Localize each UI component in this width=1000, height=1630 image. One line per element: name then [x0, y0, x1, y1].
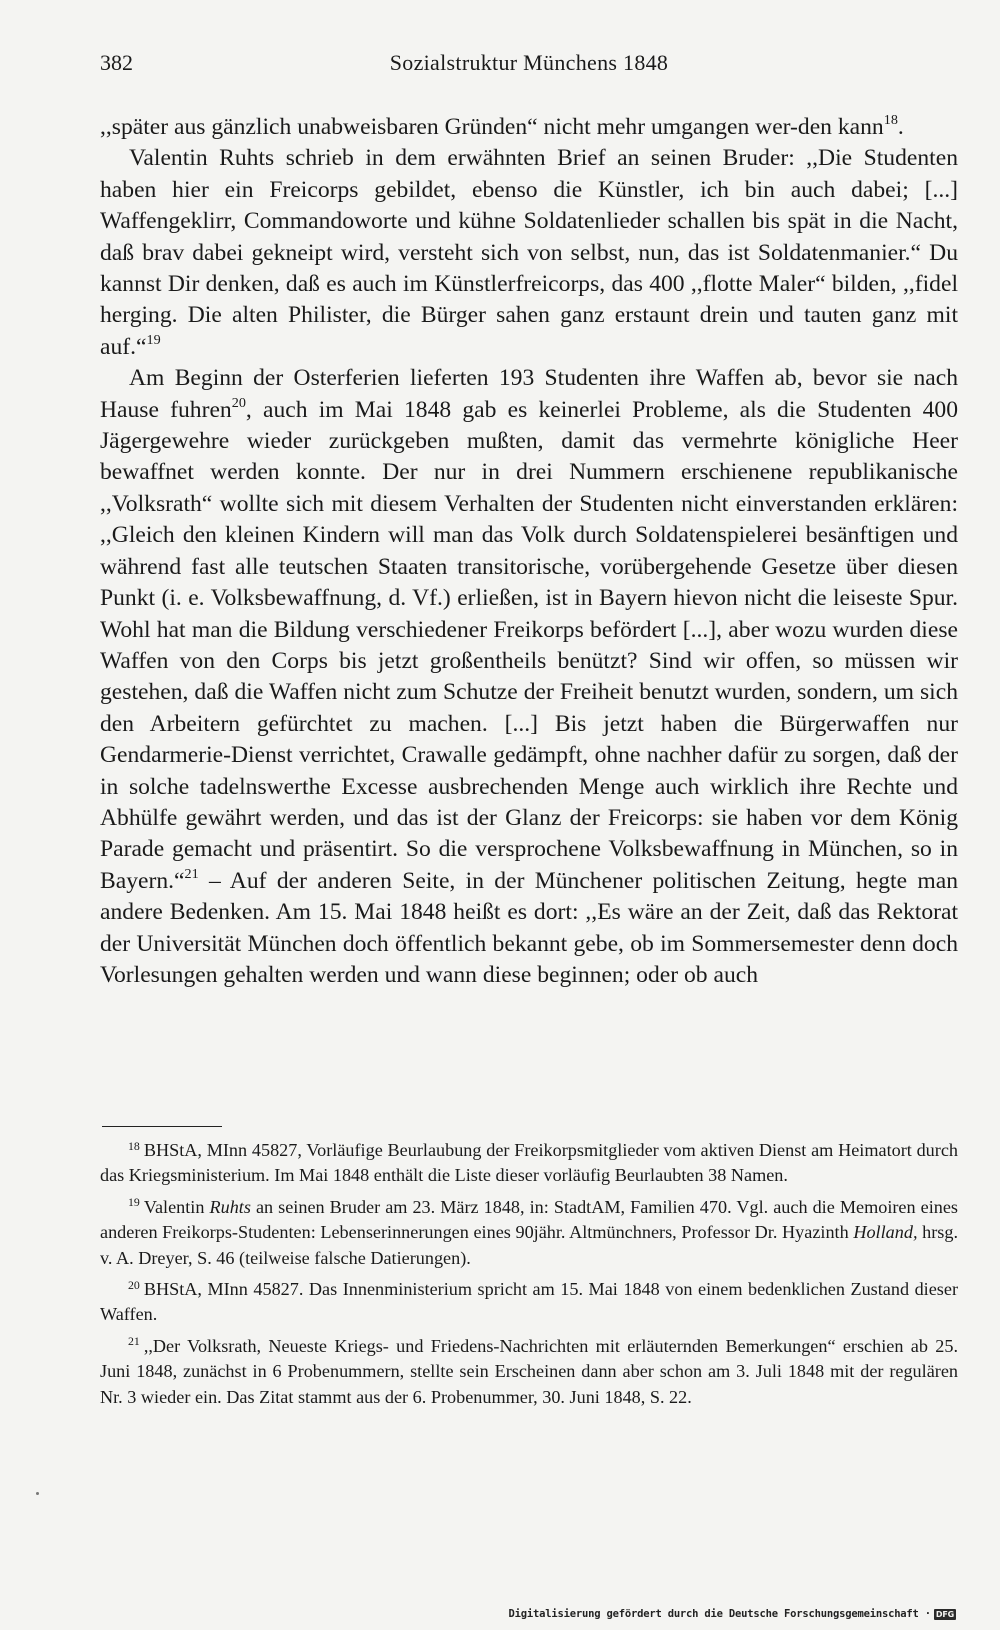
- paragraph-1-end: .: [897, 114, 904, 140]
- main-text: [100, 112, 958, 991]
- footnote-italic-name: Holland,: [853, 1222, 918, 1243]
- footnote-ref-20: 20: [231, 394, 246, 411]
- paragraph-3: [100, 363, 958, 991]
- footnote-italic-name: Ruhts: [209, 1196, 251, 1217]
- footnote-text: an seinen Bruder am 23. März 1848, in: StadtAM, Familien 470. Vgl. auch die Memoiren eines anderen Freikorps-Studenten: Lebenserinnerungen eines 90jähr. Altmünchners, Professor Dr. Hyazinth: [100, 1196, 959, 1243]
- footnote-19: [100, 1195, 958, 1271]
- digitization-credit: [509, 1608, 956, 1620]
- paragraph-3-text-a: Am Beginn der Osterferien lieferten 193 Studenten ihre Waffen ab, bevor sie nach Hause fuhren: [100, 365, 958, 423]
- footnote-number: 20: [128, 1277, 140, 1292]
- footnote-number: 19: [128, 1195, 140, 1210]
- footnote-ref-21: 21: [184, 865, 199, 882]
- footnote-ref-18: 18: [883, 112, 898, 129]
- footnote-text: Valentin: [143, 1196, 210, 1217]
- running-title: Sozialstruktur Münchens 1848: [389, 50, 669, 75]
- footnote-text: hrsg. v. A. Dreyer, S. 46 (teilweise falsche Datierungen).: [100, 1222, 958, 1268]
- page-number: 382: [100, 50, 133, 75]
- paragraph-1-text: ,,später aus gänzlich unabweisbaren Gründen“ nicht mehr umgangen wer-den kann: [100, 114, 884, 140]
- paragraph-2-text: Valentin Ruhts schrieb in dem erwähnten Brief an seinen Bruder: ,,Die Studenten haben hier ein Freicorps gebildet, ebenso die Künstler, ich bin auch dabei; [...] Waffengeklirr, Commandoworte und kühne Soldatenlieder schallen bis spät in die Nacht, daß brav dabei gekneipt wird, versteht sich von selbst, nun, das ist Soldatenmanier.“ Du kannst Dir denken, daß es auch im Künstlerfreicorps, das 400 ,,flotte Maler“ bilden, ,,fidel herging. Die alten Philister, die Bürger sahen ganz erstaunt drein und tauten ganz mit auf.“: [100, 145, 958, 360]
- paragraph-2: [100, 143, 958, 363]
- footnotes: [100, 1138, 958, 1416]
- footnote-20: [100, 1277, 958, 1328]
- paragraph-1: [100, 112, 958, 143]
- scan-speck: [36, 1492, 39, 1495]
- footnote-divider: [102, 1126, 222, 1127]
- digitization-credit-text: Digitalisierung gefördert durch die Deutsche Forschungsgemeinschaft ·: [508, 1608, 931, 1620]
- footnote-text: BHStA, MInn 45827, Vorläufige Beurlaubung der Freikorpsmitglieder vom aktiven Dienst am Heimatort durch das Kriegsministerium. Im Mai 1848 enthält die Liste dieser vorläufig Beurlaubten 38 Namen.: [100, 1140, 958, 1186]
- footnote-ref-19: 19: [146, 331, 161, 348]
- page-header: [100, 50, 958, 80]
- footnote-number: 21: [128, 1334, 140, 1349]
- paragraph-3-text-b: , auch im Mai 1848 gab es keinerlei Probleme, als die Studenten 400 Jägergewehre wieder zurückgeben mußten, damit das vermehrte königliche Heer bewaffnet werden konnte. Der nur in drei Nummern erschienene republikanische ,,Volksrath“ wollte sich mit diesem Verhalten der Studenten nicht einverstanden erklären: ,,Gleich den kleinen Kindern will man das Volk durch Soldatenspielerei besänftigen und während fast alle teutschen Staaten transitorische, vorübergehende Gesetze über diesen Punkt (i. e. Volksbewaffnung, d. Vf.) erließen, ist in Bayern hievon nicht die leiseste Spur. Wohl hat man die Bildung verschiedener Freikorps befördert [...], aber wozu wurden diese Waffen von den Corps bis jetzt großentheils benützt? Sind wir offen, so müssen wir gestehen, daß die Waffen nicht zum Schutze der Freiheit benutzt wurden, sondern, um sich den Arbeitern gefürchtet zu machen. [...] Bis jetzt haben die Bürgerwaffen nur Gendarmerie-Dienst verrichtet, Crawalle gedämpft, ohne nachher dafür zu sorgen, daß der in solche tadelnswerthe Excesse ausbrechenden Menge auch wirklich ihre Rechte und Abhülfe gewährt werden, und das ist der Glanz der Freicorps: sie haben vor dem König Parade gemacht und präsentirt. So die versprochene Volksbewaffnung in München, so in Bayern.“: [100, 396, 959, 894]
- paragraph-3-text-c: – Auf der anderen Seite, in der Münchener politischen Zeitung, hegte man andere Bedenken. Am 15. Mai 1848 heißt es dort: ,,Es wäre an der Zeit, daß das Rektorat der Universität München doch öffentlich bekannt gebe, ob im Sommersemester denn doch Vorlesungen gehalten werden und wann diese beginnen; oder ob auch: [100, 867, 958, 988]
- footnote-21: [100, 1334, 958, 1410]
- footnote-text: ,,Der Volksrath, Neueste Kriegs- und Friedens-Nachrichten mit erläuternden Bemerkungen“ erschien ab 25. Juni 1848, zunächst in 6 Probenummern, stellte sein Erscheinen dann aber schon am 3. Juli 1848 mit der regulären Nr. 3 wieder ein. Das Zitat stammt aus der 6. Probenummer, 30. Juni 1848, S. 22.: [100, 1335, 958, 1407]
- footnote-18: [100, 1138, 958, 1189]
- footnote-text: BHStA, MInn 45827. Das Innenministerium spricht am 15. Mai 1848 von einem bedenklichen Zustand dieser Waffen.: [100, 1279, 958, 1325]
- footnote-number: 18: [128, 1138, 140, 1153]
- dfg-logo-icon: DFG: [935, 1609, 954, 1619]
